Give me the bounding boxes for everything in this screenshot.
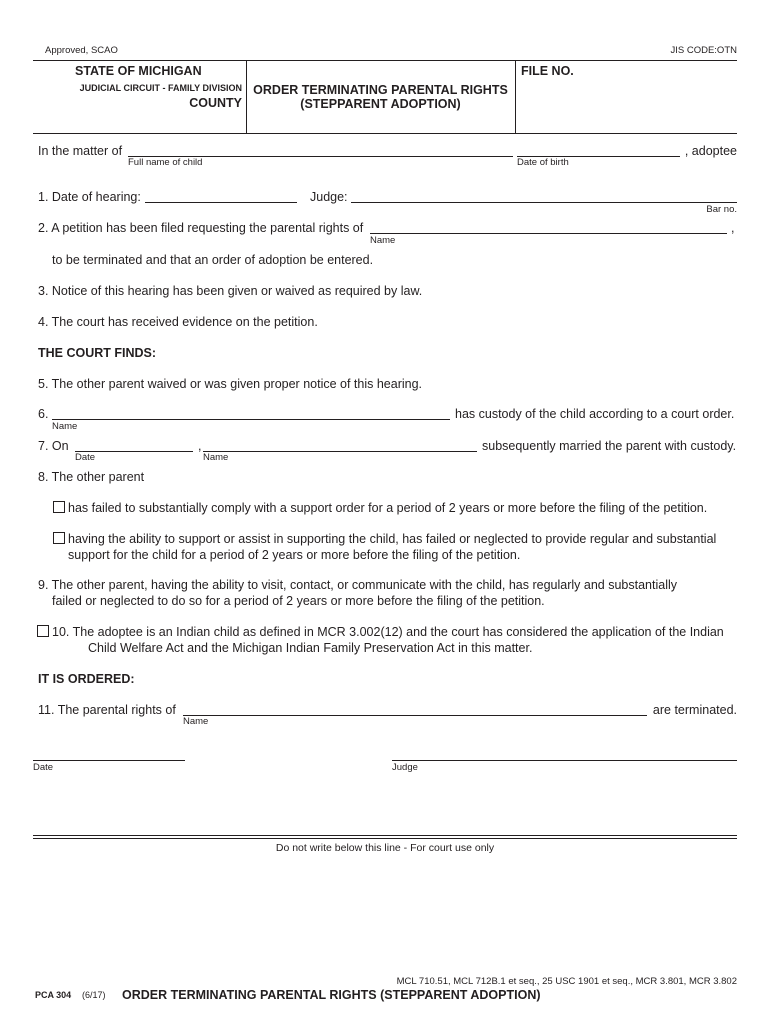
item-8-text: 8. The other parent [38,470,145,484]
item-8a-text: has failed to substantially comply with a support order for a period of 2 years or more before the filing of the petition. [68,501,708,515]
comma: , [198,439,202,453]
county-label: COUNTY [189,96,242,110]
item-9-text-cont: failed or neglected to do so for a period of 2 years or more before the filing of the petition. [52,594,545,608]
name-caption: Name [52,421,78,432]
header-divider [515,60,516,133]
header-top-rule [33,60,737,61]
name-caption: Name [370,235,396,246]
file-no-label: FILE NO. [521,64,574,78]
approved-label: Approved, SCAO [45,45,118,56]
item-5-text: 5. The other parent waived or was given proper notice of this hearing. [38,377,423,391]
date-caption: Date [75,452,96,463]
terminated-parent-name-field[interactable] [183,715,647,716]
item-8a-checkbox[interactable] [53,501,65,513]
child-name-caption: Full name of child [128,157,203,168]
item-10-checkbox[interactable] [37,625,49,637]
circuit-label: JUDICIAL CIRCUIT - FAMILY DIVISION [79,83,242,93]
bar-no-caption: Bar no. [706,204,737,215]
item-4-text: 4. The court has received evidence on the petition. [38,315,318,329]
item-7-text: subsequently married the parent with custody. [482,439,737,453]
item-10-text: 10. The adoptee is an Indian child as defined in MCR 3.002(12) and the court has considered the application of the Indian [52,625,724,639]
judge-signature-field[interactable] [392,760,737,761]
name-caption: Name [203,452,229,463]
item-7-label: 7. On [38,439,69,453]
name-caption: Name [183,716,209,727]
form-number: PCA 304 [35,990,72,1000]
judge-field[interactable] [351,202,737,203]
state-label: STATE OF MICHIGAN [75,64,202,78]
item-6-text: has custody of the child according to a court order. [455,407,735,421]
court-finds-heading: THE COURT FINDS: [38,346,157,360]
form-title-1: ORDER TERMINATING PARENTAL RIGHTS [253,83,508,97]
item-2-text: 2. A petition has been filed requesting the parental rights of [38,221,364,235]
item-8b-text-cont: support for the child for a period of 2 years or more before the filing of the petition. [68,548,521,562]
court-use-rule [33,838,737,839]
adoptee-label: , adoptee [684,144,737,158]
comma: , [731,221,735,235]
stepparent-name-field[interactable] [203,451,477,452]
revision-date: (6/17) [82,990,106,1000]
item-8b-text: having the ability to support or assist in supporting the child, has failed or neglected to provide regular and substantial [68,532,717,546]
custodian-name-field[interactable] [52,419,450,420]
judge-label: Judge: [310,190,348,204]
citations: MCL 710.51, MCL 712B.1 et seq., 25 USC 1901 et seq., MCR 3.801, MCR 3.802 [396,976,737,987]
hearing-date-field[interactable] [145,202,297,203]
court-use-notice: Do not write below this line - For court use only [275,842,495,854]
form-title-2: (STEPPARENT ADOPTION) [300,97,461,111]
item-3-text: 3. Notice of this hearing has been given or waived as required by law. [38,284,423,298]
item-6-number: 6. [38,407,49,421]
court-use-rule [33,835,737,836]
item-2-continued: to be terminated and that an order of adoption be entered. [52,253,374,267]
hearing-date-label: 1. Date of hearing: [38,190,141,204]
item-11-end: are terminated. [652,703,737,717]
jis-code: JIS CODE:OTN [670,45,737,56]
footer-form-title: ORDER TERMINATING PARENTAL RIGHTS (STEPPARENT ADOPTION) [122,988,541,1002]
judge-caption: Judge [392,762,418,773]
matter-label: In the matter of [38,144,123,158]
dob-caption: Date of birth [517,157,569,168]
item-10-text-cont: Child Welfare Act and the Michigan Indian Family Preservation Act in this matter. [88,641,533,655]
item-8b-checkbox[interactable] [53,532,65,544]
it-is-ordered-heading: IT IS ORDERED: [38,672,135,686]
item-11-text: 11. The parental rights of [38,703,176,717]
signature-date-field[interactable] [33,760,185,761]
parent-name-field[interactable] [370,233,727,234]
header-bottom-rule [33,133,737,134]
date-caption: Date [33,762,54,773]
item-9-text: 9. The other parent, having the ability to visit, contact, or communicate with the child, has regularly and substantially [38,578,677,592]
